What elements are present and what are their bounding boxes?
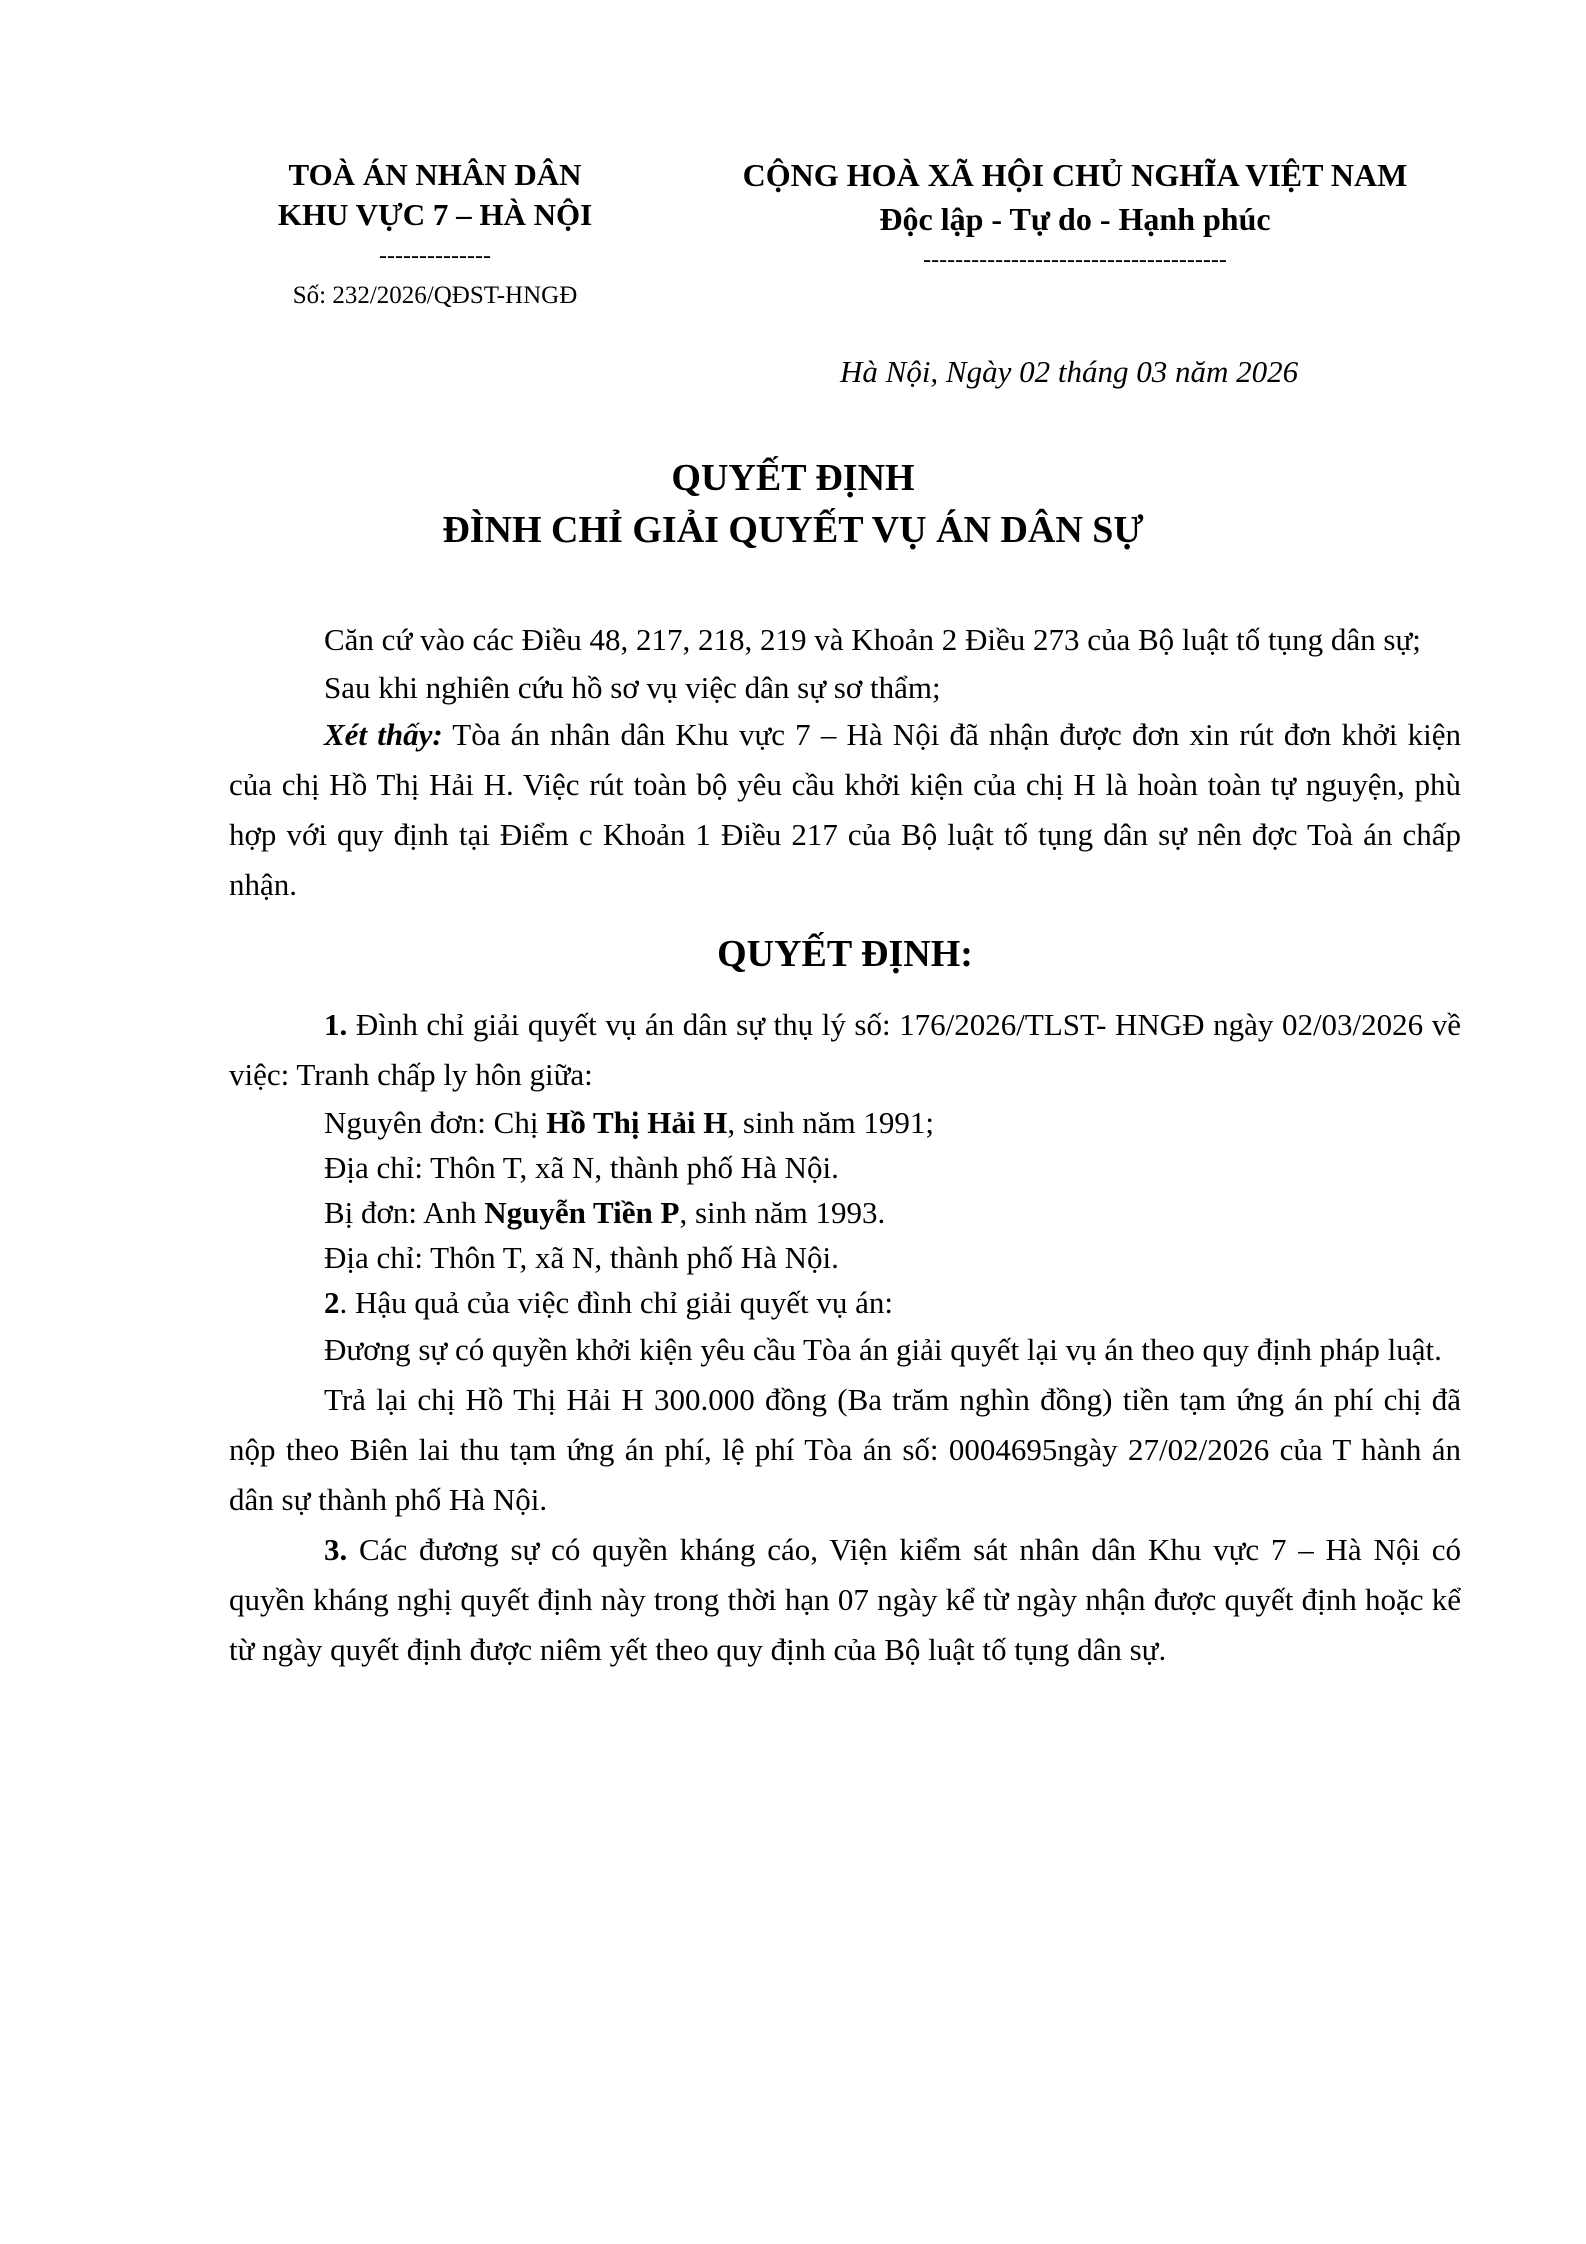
- document-body: [229, 615, 1461, 1675]
- national-motto: Độc lập - Tự do - Hạnh phúc: [879, 201, 1271, 237]
- decision-item-1: [229, 1000, 1461, 1100]
- plaintiff-birth: , sinh năm 1991;: [727, 1105, 935, 1140]
- national-header: [690, 155, 1460, 275]
- plaintiff-label: Nguyên đơn: Chị: [324, 1105, 547, 1140]
- document-number: Số: 232/2026/QĐST-HNGĐ: [292, 282, 578, 309]
- title-line1: QUYẾT ĐỊNH: [671, 457, 915, 499]
- review-statement: Sau khi nghiên cứu hồ sơ vụ việc dân sự sơ thẩm;: [324, 670, 941, 705]
- item-2-text: . Hậu quả của việc đình chỉ giải quyết vụ án:: [339, 1285, 894, 1320]
- court-name-line1: TOÀ ÁN NHÂN DÂN: [288, 157, 582, 192]
- considering-paragraph: [229, 710, 1461, 910]
- legal-basis: Căn cứ vào các Điều 48, 217, 218, 219 và Khoản 2 Điều 273 của Bộ luật tố tụng dân sự;: [324, 622, 1421, 657]
- item-3-text: Các đương sự có quyền kháng cáo, Viện kiểm sát nhân dân Khu vực 7 – Hà Nội có quyền kháng nghị quyết định này trong thời hạn 07 ngày kể từ ngày nhận được quyết định hoặc kể từ ngày quyết định được niêm yết theo quy định của Bộ luật tố tụng dân sự.: [229, 1532, 1461, 1667]
- court-name-line2: KHU VỰC 7 – HÀ NỘI: [277, 197, 593, 232]
- court-header: [225, 155, 645, 313]
- decision-item-2: [229, 1280, 1461, 1325]
- item-2-number: 2: [324, 1285, 340, 1320]
- defendant-address: Địa chỉ: Thôn T, xã N, thành phố Hà Nội.: [324, 1240, 839, 1275]
- defendant-birth: , sinh năm 1993.: [679, 1195, 886, 1230]
- right-to-sue: Đương sự có quyền khởi kiện yêu cầu Tòa án giải quyết lại vụ án theo quy định pháp luật.: [324, 1332, 1442, 1367]
- item-1-number: 1.: [324, 1007, 348, 1042]
- decision-item-3: [229, 1525, 1461, 1675]
- plaintiff-address: Địa chỉ: Thôn T, xã N, thành phố Hà Nội.: [324, 1150, 839, 1185]
- plaintiff-name: Hồ Thị Hải H: [546, 1105, 728, 1140]
- defendant-name: Nguyễn Tiền P: [484, 1195, 680, 1230]
- defendant-line: [229, 1190, 1461, 1235]
- plaintiff-line: [229, 1100, 1461, 1145]
- fee-refund: Trả lại chị Hồ Thị Hải H 300.000 đồng (Ba trăm nghìn đồng) tiền tạm ứng án phí chị đã nộp theo Biên lai thu tạm ứng án phí, lệ phí Tòa án số: 0004695ngày 27/02/2026 của T hành án dân sự thành phố Hà Nội.: [229, 1382, 1461, 1517]
- date-line: Hà Nội, Ngày 02 tháng 03 năm 2026: [840, 354, 1299, 389]
- court-separator: --------------: [379, 243, 491, 269]
- nation-name: CỘNG HOÀ XÃ HỘI CHỦ NGHĨA VIỆT NAM: [742, 157, 1408, 193]
- motto-separator: --------------------------------------: [923, 247, 1227, 273]
- defendant-label: Bị đơn: Anh: [324, 1195, 485, 1230]
- item-1-text: Đình chỉ giải quyết vụ án dân sự thụ lý số: 176/2026/TLST- HNGĐ ngày 02/03/2026 về việc: Tranh chấp ly hôn giữa:: [229, 1007, 1461, 1092]
- considering-label: Xét thấy:: [324, 717, 443, 752]
- item-3-number: 3.: [324, 1532, 348, 1567]
- decision-heading: QUYẾT ĐỊNH:: [717, 933, 973, 975]
- considering-text: Tòa án nhân dân Khu vực 7 – Hà Nội đã nhận được đơn xin rút đơn khởi kiện của chị Hồ Thị Hải H. Việc rút toàn bộ yêu cầu khởi kiện của chị H là hoàn toàn tự nguyện, phù hợp với quy định tại Điểm c Khoản 1 Điều 217 của Bộ luật tố tụng dân sự nên đợc Toà án chấp nhận.: [229, 717, 1461, 902]
- document-title: [0, 452, 1586, 556]
- title-line2: ĐÌNH CHỈ GIẢI QUYẾT VỤ ÁN DÂN SỰ: [442, 509, 1144, 551]
